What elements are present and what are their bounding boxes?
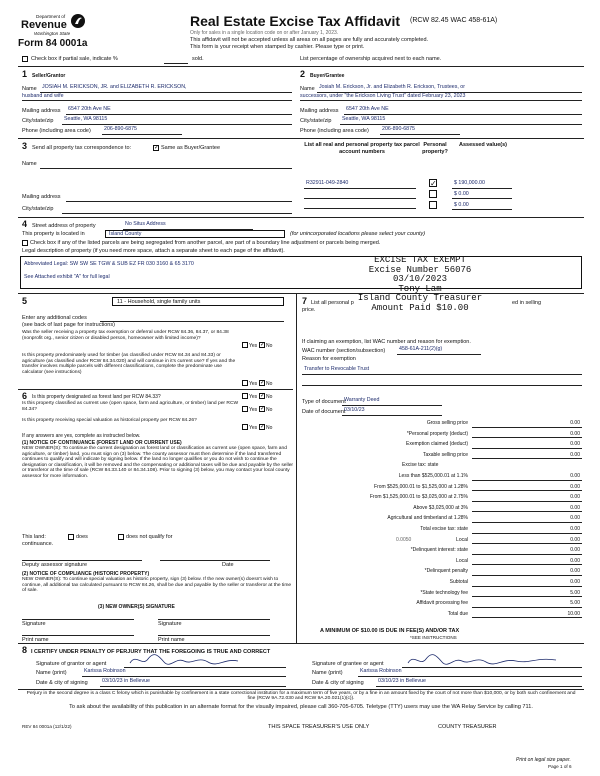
form-number: Form 84 0001a	[18, 38, 88, 49]
sold-label: sold.	[192, 56, 204, 62]
excise-local-row-label: Local	[456, 536, 468, 543]
personal-property-label-b: ed in selling	[512, 300, 542, 306]
excise-state-row-label: From $525,000.01 to $1,525,000 at 1.28%	[374, 483, 468, 490]
excise-state-row-label: Less than $525,000.01 at 1.1%	[398, 473, 468, 479]
owner-sig-2-label: Signature	[158, 621, 182, 627]
stamp-line-6: Amount Paid $10.00	[371, 302, 469, 313]
tax-row-value[interactable]: 0.00	[570, 451, 580, 458]
s6-q1-yes-label: Yes	[249, 394, 258, 400]
certify-statement: I CERTIFY UNDER PENALTY OF PERJURY THAT THE FOREGOING IS TRUE AND CORRECT	[31, 649, 271, 655]
section-2-num: 2	[300, 69, 306, 79]
legal-line-1: Abbreviated Legal: SW SW SE TGW & SUB EZ FR 030 3160 & 65 3170	[24, 261, 194, 267]
land-does-label: does	[76, 534, 88, 540]
grantee-date-label: Date & city of signing	[312, 680, 364, 686]
wac-number[interactable]: 458-61A-211(2)(g)	[399, 346, 443, 352]
buyer-city[interactable]: Seattle, WA 98115	[342, 116, 386, 122]
note-receipt: This form is your receipt when stamped by cashier. Please type or print.	[190, 44, 365, 50]
same-as-buyer-label: Same as Buyer/Grantee	[161, 145, 221, 151]
deputy-date-label: Date	[222, 562, 234, 568]
personal-property-checkbox-3[interactable]	[429, 201, 437, 209]
doc-type-label: Type of document	[302, 399, 346, 405]
local-rate: 0.0050	[396, 536, 412, 543]
doc-date[interactable]: 03/10/23	[344, 407, 365, 413]
see-instructions: *SEE INSTRUCTIONS	[410, 635, 457, 640]
parcels-col-personal: Personal property?	[422, 142, 448, 155]
legal-description-label: Legal description of property (if you need more space, attach a separate sheet to each page of the affidavit).	[22, 248, 285, 254]
tax-row-label: Gross selling price	[426, 420, 468, 426]
tax-row-label: Exemption claimed (deduct)	[406, 441, 468, 448]
s6-q1-no-label: No	[266, 394, 273, 400]
s6-q2-yes[interactable]	[242, 406, 248, 412]
seller-mailing-label: Mailing address	[22, 108, 61, 114]
s6-q3-no[interactable]: ✓	[260, 424, 266, 430]
county-treasurer-label: COUNTY TREASURER	[438, 724, 497, 730]
s5-q2-no[interactable]: ✓	[260, 380, 266, 386]
grantor-signature[interactable]	[128, 653, 288, 667]
buyer-city-label: City/state/zip	[300, 118, 332, 124]
section-5-num: 5	[22, 296, 28, 306]
correspondence-label: Send all property tax correspondence to:	[32, 145, 132, 151]
technology-fee-value[interactable]: 5.00	[570, 589, 580, 596]
excise-state-row-value[interactable]: 0.00	[570, 494, 580, 501]
parcel-account[interactable]: R32911-049-2840	[306, 180, 349, 186]
excise-state-row-value[interactable]: 0.00	[570, 483, 580, 490]
s6-q3-yes[interactable]	[242, 424, 248, 430]
deputy-sig-label: Deputy assessor signature	[22, 562, 88, 568]
grantee-name-label: Name (print)	[312, 670, 343, 676]
revision-code: REV 84 0001a (12/1/22)	[22, 724, 72, 729]
street-label: Street address of property	[32, 223, 96, 229]
excise-state-row-value[interactable]: 0.00	[570, 515, 580, 522]
buyer-name-line1[interactable]: Josiah M. Erickson, Jr. and Elizabeth R. Erickson, Trustees, or	[319, 84, 466, 90]
grantor-date-label: Date & city of signing	[36, 680, 88, 686]
excise-local-row-value[interactable]: 0.00	[570, 536, 580, 543]
excise-state-row-value[interactable]: 0.00	[570, 526, 580, 532]
corr-name-label: Name	[22, 161, 37, 167]
tax-row-value[interactable]: 0.00	[570, 441, 580, 448]
segregated-text: Check box if any of the listed parcels are being segregated from another parcel, are part of a boundary line adjustment or parcels being merged.	[30, 240, 381, 246]
delinquent-interest-local-value[interactable]: 0.00	[570, 557, 580, 564]
s6-q3-no-label: No	[266, 425, 273, 431]
tax-row-label: *Personal property (deduct)	[406, 430, 468, 437]
land-does-not-checkbox[interactable]	[118, 534, 124, 540]
owner-sig-1-label: Signature	[22, 621, 46, 627]
land-does-checkbox[interactable]	[68, 534, 74, 540]
section-4-num: 4	[22, 219, 28, 229]
parcels-col-account: List all real and personal property tax parcel account numbers	[304, 142, 420, 155]
this-land-label: This land:	[22, 534, 46, 540]
delinquent-interest-state-value[interactable]: 0.00	[570, 547, 580, 554]
s5-question-2: Is this property predominately used for timber (as classified under RCW 84.34 and 84.33) or agriculture (as classified under RCW 84.34.020) and will continue in it's current use? If yes and the transfer involves multiple parcels with different classifications, complete the predominate use calculator (see instructions)	[22, 353, 236, 375]
excise-state-row-value[interactable]: 0.00	[570, 473, 580, 479]
seller-mailing[interactable]: 6547 20th Ave NE	[68, 106, 111, 112]
processing-fee-label: Affidavit processing fee	[416, 600, 468, 607]
segregated-checkbox[interactable]	[22, 240, 28, 246]
s6-q2-no[interactable]: ✓	[260, 406, 266, 412]
see-back-label: (see back of last page for instructions)	[22, 322, 115, 328]
county-note: (for unincorporated locations please select your county)	[290, 231, 426, 237]
buyer-name-label: Name	[300, 86, 315, 92]
doc-type[interactable]: Warranty Deed	[344, 397, 380, 403]
land-does-not-label: does not qualify for	[126, 534, 173, 540]
seller-name-line2[interactable]: husband and wife	[22, 93, 64, 99]
grantee-signature[interactable]	[406, 653, 576, 667]
section-1-num: 1	[22, 69, 28, 79]
delinquent-interest-state-label: *Delinquent interest: state	[410, 547, 468, 554]
treasurer-use-label: THIS SPACE TREASURER'S USE ONLY	[268, 724, 370, 730]
new-owner-sig-title: (3) NEW OWNER(S) SIGNATURE	[98, 604, 175, 610]
s5-q1-no[interactable]: ✓	[260, 342, 266, 348]
form-title: Real Estate Excise Tax Affidavit	[190, 13, 401, 29]
s6-question-3: Is this property receiving special valuation as historical property per RCW 84.26?	[22, 418, 197, 423]
grantee-sig-label: Signature of grantee or agent	[312, 661, 384, 667]
buyer-mailing[interactable]: 6547 20th Ave NE	[346, 106, 389, 112]
same-as-buyer-checkbox[interactable]: ✓	[154, 145, 160, 151]
s6-q1-yes[interactable]	[242, 393, 248, 399]
seller-name-label: Name	[22, 86, 37, 92]
grantee-date-city[interactable]: 03/10/23 in Bellevue	[378, 678, 427, 684]
stamp-line-2: Excise Number 56076	[368, 264, 472, 275]
processing-fee-value[interactable]: 5.00	[570, 600, 580, 607]
s5-q1-no-label: No	[266, 343, 273, 349]
s6-q2-yes-label: Yes	[249, 407, 258, 413]
grantor-name-label: Name (print)	[36, 670, 67, 676]
stamp-line-3: 03/10/2023	[392, 274, 447, 285]
buyer-mailing-label: Mailing address	[300, 108, 339, 114]
perjury-notice: Perjury in the second degree is a class C felony which is punishable by confinement in a state correctional institution for a maximum term of five years, or by a fine in an amount fixed by the court of not more than $10,000, or by both such confinement and fine (RCW 9A.72.030 and RCW 9A.20.021(1)(c)).	[26, 691, 576, 702]
personal-property-price: price.	[302, 307, 316, 313]
s6-question-2: Is this property classified as current use (open space, farm and agriculture, or timber) land per RCW 84.34?	[22, 401, 239, 412]
s5-q1-yes[interactable]	[242, 342, 248, 348]
note-single-location: Only for sales in a single location code on or after January 1, 2023.	[190, 30, 339, 36]
delinquent-penalty-value[interactable]: 0.00	[570, 568, 580, 575]
excise-state-heading-label: Excise tax: state	[402, 462, 439, 469]
section-7-num: 7	[302, 296, 308, 306]
tax-row-label: Taxable selling price	[422, 451, 468, 458]
buyer-name-line2[interactable]: successors, under "the Erickson Living Trust" dated February 23, 2023	[300, 93, 466, 99]
s5-q2-yes-label: Yes	[249, 381, 258, 387]
county-select[interactable]	[105, 230, 285, 238]
dept-state: Washington State	[34, 31, 71, 36]
treasurer-stamp	[330, 256, 510, 314]
reason-label: Reason for exemption	[302, 356, 356, 362]
personal-property-checkbox-2[interactable]	[429, 190, 437, 198]
subtotal-label: Subtotal	[449, 579, 468, 585]
total-due-value[interactable]: 10.00	[567, 610, 580, 617]
tax-row-value[interactable]: 0.00	[570, 420, 580, 426]
county-value: Island County	[109, 231, 142, 237]
rcw-reference: (RCW 82.45 WAC 458-61A)	[410, 17, 498, 24]
corr-mailing-label: Mailing address	[22, 194, 61, 200]
seller-city-label: City/state/zip	[22, 118, 54, 124]
availability-notice: To ask about the availability of this publication in an alternate format for the visually impaired, please call 360-705-6705. Teletype (TTY) users may use the WA Relay Service by calling 711.	[69, 704, 533, 710]
owner-print-1-label: Print name	[22, 637, 49, 643]
notice-1-title: (1) NOTICE OF CONTINUANCE (FOREST LAND OR CURRENT USE)	[22, 440, 182, 446]
seller-heading: Seller/Grantor	[32, 73, 66, 79]
minimum-due: A MINIMUM OF $10.00 IS DUE IN FEE(S) AND/OR TAX	[320, 628, 460, 634]
property-use-select[interactable]	[112, 297, 284, 306]
grantor-name[interactable]: Karissa Robinson	[84, 668, 126, 674]
stamp-line-5: Island County Treasurer	[357, 293, 483, 304]
additional-codes-label: Enter any additional codes	[22, 315, 87, 321]
s6-q1-no[interactable]: ✓	[260, 393, 266, 399]
legal-paper-note: Print on legal size paper.	[516, 757, 571, 763]
revenue-logo-icon	[70, 13, 86, 29]
street-address[interactable]: No Situs Address	[125, 221, 166, 227]
personal-property-checkbox-1[interactable]: ✓	[430, 179, 437, 188]
seller-city[interactable]: Seattle, WA 98115	[64, 116, 108, 122]
s6-q3-yes-label: Yes	[249, 425, 258, 431]
dept-line: Department of	[36, 14, 66, 19]
wac-label: WAC number (section/subsection)	[302, 348, 386, 354]
owner-print-2-label: Print name	[158, 637, 185, 643]
notice-2-body: NEW OWNER(S): To continue special valuation as historic property, sign (3) below. If the new owner(s) doesn't wish to continue, all additional tax calculated pursuant to RCW 84.26, shall be due and payable by the seller or transferor at the time of sale.	[22, 577, 292, 594]
notice-1-body: NEW OWNER(S): To continue the current designation as forest land or classification as current use (open space, farm and agriculture, or timber) land, you must sign on (3) below. The county assessor must then determine if the land transferred continues to qualify and will indicate by signing below. If the land no longer qualifies or you do not wish to continue the designation or classification, it will be removed and the compensating or additional taxes will be due and payable by the seller or transferor at the time of sale (RCW 84.33.140 or 84.34.108). Prior to signing (3) below, you may contact your local county assessor for more information.	[22, 446, 294, 479]
dept-name: Revenue	[21, 19, 67, 31]
continuance-label: continuance.	[22, 541, 54, 547]
seller-phone-label: Phone (including area code)	[22, 128, 91, 134]
excise-state-row-label: Total excise tax: state	[420, 526, 468, 532]
grantor-date-city[interactable]: 03/10/23 in Bellevue	[102, 678, 151, 684]
county-label: This property is located in	[22, 231, 85, 237]
grantor-sig-label: Signature of grantor or agent	[36, 661, 107, 667]
assessed-value-1[interactable]: $ 190,000.00	[454, 180, 485, 186]
section-3-num: 3	[22, 141, 28, 151]
partial-sale-label: Check box if partial sale, indicate %	[31, 56, 118, 62]
delinquent-interest-local-label: Local	[456, 557, 468, 564]
grantee-name[interactable]: Karissa Robinson	[360, 668, 402, 674]
section-6-num: 6	[22, 391, 28, 401]
excise-state-row-label: From $1,525,000.01 to $3,025,000 at 2.75%	[369, 494, 468, 501]
buyer-phone[interactable]: 206-890-6875	[382, 126, 415, 132]
property-use-value: 11 - Household, single family units	[117, 299, 201, 305]
exemption-reason[interactable]: Transfer to Revocable Trust	[304, 366, 370, 372]
stamp-line-4: Tony Lam	[398, 283, 442, 294]
s6-q2-no-label: No	[266, 407, 273, 413]
doc-date-label: Date of document	[302, 409, 346, 415]
ownership-note: List percentage of ownership acquired next to each name.	[300, 56, 442, 62]
excise-state-row-label: Agricultural and timberland at 1.28%	[387, 515, 468, 522]
excise-state-row-value[interactable]: 0.00	[570, 504, 580, 511]
buyer-heading: Buyer/Grantee	[310, 73, 345, 79]
tax-row-value[interactable]: 0.00	[570, 430, 580, 437]
personal-property-label-a: List all personal p	[311, 300, 354, 306]
assessed-value-3[interactable]: $ 0.00	[454, 202, 469, 208]
s5-question-1: Was the seller receiving a property tax exemption or deferral under RCW 84.36, 84.37, or 84.38 (nonprofit org., senior citizen or disabled person, homeowner with limited income)?	[22, 330, 229, 341]
stamp-line-1: EXCISE TAX EXEMPT	[374, 255, 466, 265]
legal-line-2: See Attached exhibit "A" for full legal	[24, 274, 110, 280]
partial-sale-checkbox[interactable]	[22, 56, 28, 62]
subtotal-value[interactable]: 0.00	[570, 579, 580, 585]
s5-q2-no-label: No	[266, 381, 273, 387]
any-yes-note: If any answers are yes, complete as instructed below.	[22, 433, 141, 439]
s5-q1-yes-label: Yes	[249, 343, 258, 349]
corr-city-label: City/state/zip	[22, 206, 54, 212]
assessed-value-2[interactable]: $ 0.00	[454, 191, 469, 197]
page-number: Page 1 of 6	[548, 764, 572, 769]
technology-fee-label: *State technology fee	[420, 589, 468, 596]
excise-state-row-label: Above $3,025,000 at 3%	[413, 504, 468, 511]
notice-2-title: (2) NOTICE OF COMPLIANCE (HISTORIC PROPERTY)	[22, 571, 150, 577]
s6-question-1: Is this property designated as forest land per RCW 84.33?	[32, 394, 161, 400]
parcels-col-value: Assessed value(s)	[459, 142, 507, 148]
exemption-intro: If claiming an exemption, list WAC number and reason for exemption.	[302, 339, 471, 345]
buyer-phone-label: Phone (including area code)	[300, 128, 369, 134]
note-acceptance: This affidavit will not be accepted unless all areas on all pages are fully and accurately completed.	[190, 37, 429, 43]
total-due-label: Total due	[447, 610, 468, 617]
seller-phone[interactable]: 206-890-6875	[104, 126, 137, 132]
seller-name-line1[interactable]: JOSIAH M. ERICKSON, JR. and ELIZABETH R. ERICKSON,	[42, 84, 187, 90]
delinquent-penalty-label: *Delinquent penalty	[424, 568, 468, 575]
section-8-num: 8	[22, 645, 28, 655]
s5-q2-yes[interactable]	[242, 380, 248, 386]
